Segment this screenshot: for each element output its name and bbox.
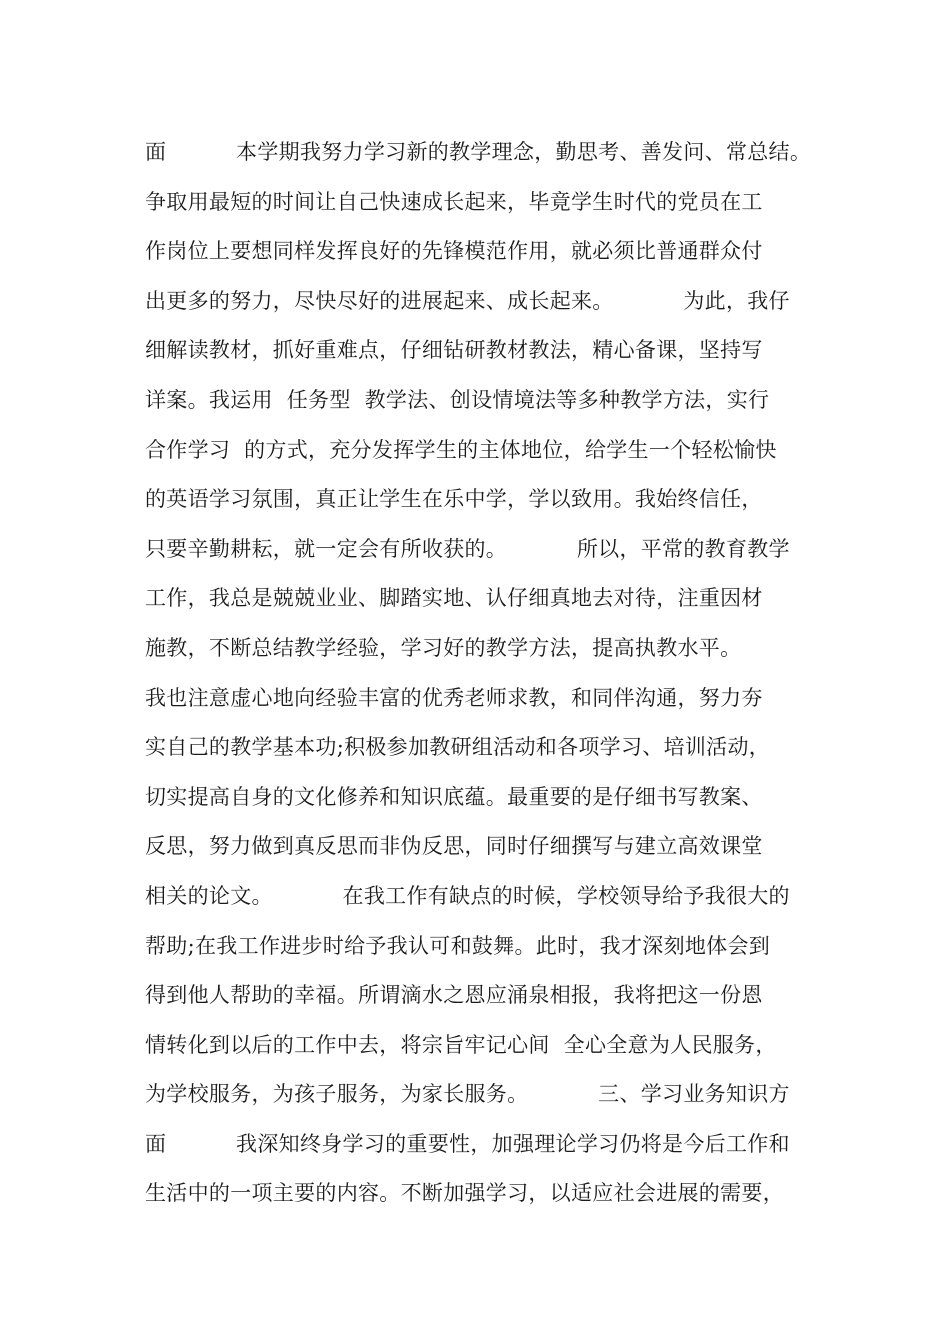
text-line: 实自己的教学基本功;积极参加教研组活动和各项学习、培训活动， xyxy=(145,735,771,760)
text-line: 反思，努力做到真反思而非伪反思，同时仔细撰写与建立高效课堂 xyxy=(145,834,763,859)
text-line: 情转化到以后的工作中去，将宗旨牢记心间 全心全意为人民服务， xyxy=(145,1032,777,1057)
text-line: 详案。我运用 任务型 教学法、创设情境法等多种教学方法，实行 xyxy=(145,387,770,412)
text-line: 只要辛勤耕耘，就一定会有所收获的。 所以，平常的教育教学 xyxy=(145,536,790,561)
text-line: 帮助;在我工作进步时给予我认可和鼓舞。此时，我才深刻地体会到 xyxy=(145,933,771,958)
text-line: 生活中的一项主要的内容。不断加强学习，以适应社会进展的需要， xyxy=(145,1181,784,1206)
text-line: 相关的论文。 在我工作有缺点的时候，学校领导给予我很大的 xyxy=(145,883,790,908)
body-text xyxy=(145,128,845,1219)
text-line: 得到他人帮助的幸福。所谓滴水之恩应涌泉相报，我将把这一份恩 xyxy=(145,983,763,1008)
text-line: 切实提高自身的文化修养和知识底蕴。最重要的是仔细书写教案、 xyxy=(145,784,763,809)
text-line: 工作，我总是兢兢业业、脚踏实地、认仔细真地去对待，注重因材 xyxy=(145,586,763,611)
text-line: 我也注意虚心地向经验丰富的优秀老师求教，和同伴沟通，努力夯 xyxy=(145,685,763,710)
text-line: 细解读教材，抓好重难点，仔细钻研教材教法，精心备课，坚持写 xyxy=(145,338,763,363)
text-line: 面 本学期我努力学习新的教学理念，勤思考、善发问、常总结。 xyxy=(145,140,812,164)
text-line: 面 我深知终身学习的重要性，加强理论学习仍将是今后工作和 xyxy=(145,1131,790,1156)
text-line: 施教，不断总结教学经验，学习好的教学方法，提高执教水平。 xyxy=(145,635,742,660)
text-line: 合作学习 的方式，充分发挥学生的主体地位，给学生一个轻松愉快 xyxy=(145,437,777,462)
text-line: 作岗位上要想同样发挥良好的先锋模范作用，就必须比普通群众付 xyxy=(145,239,763,264)
text-line: 争取用最短的时间让自己快速成长起来，毕竟学生时代的党员在工 xyxy=(145,189,763,214)
text-line: 的英语学习氛围，真正让学生在乐中学，学以致用。我始终信任， xyxy=(145,487,763,512)
text-line: 为学校服务，为孩子服务，为家长服务。 三、学习业务知识方 xyxy=(145,1082,790,1107)
text-line: 出更多的努力，尽快尽好的进展起来、成长起来。 为此，我仔 xyxy=(145,288,790,313)
